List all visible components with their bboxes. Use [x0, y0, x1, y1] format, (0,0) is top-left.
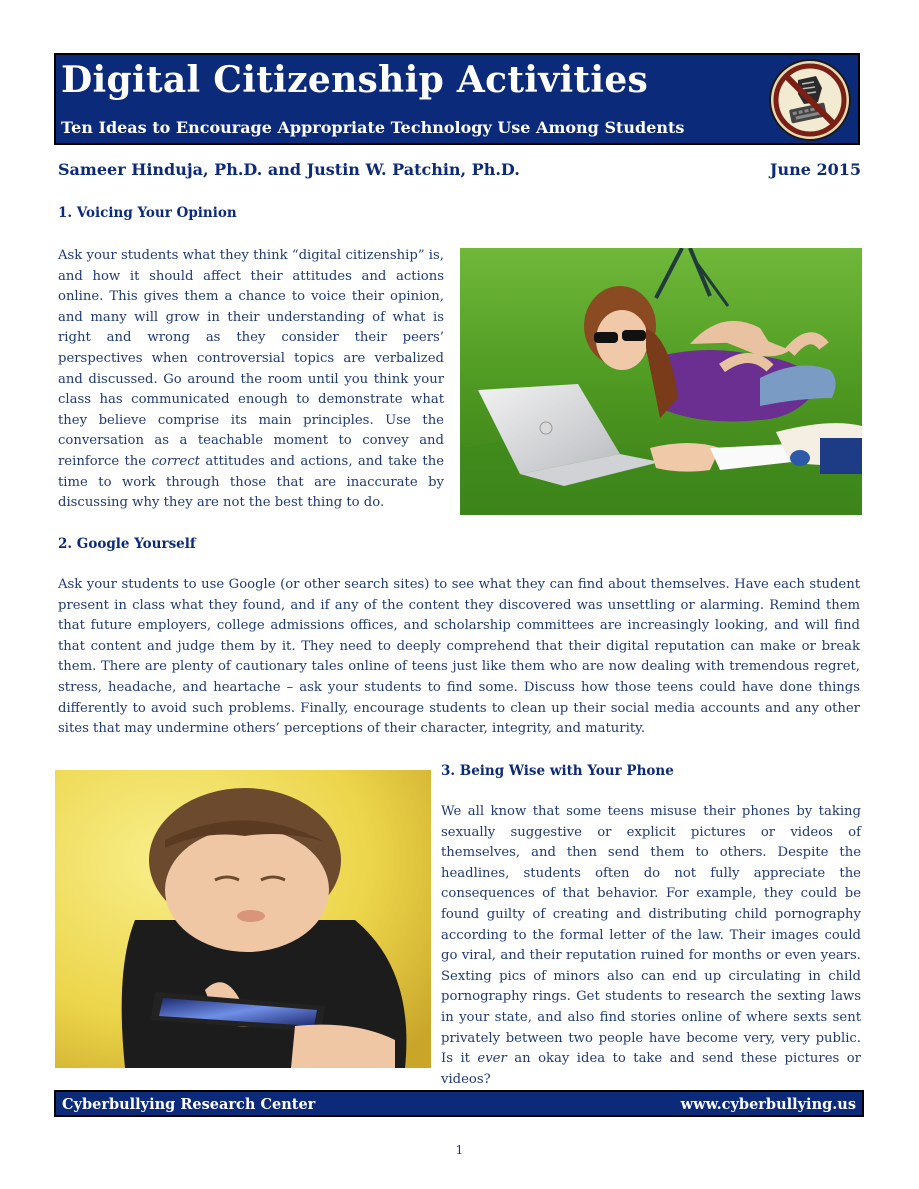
no-cyberbullying-fist-keyboard-icon [768, 58, 852, 142]
publication-date: June 2015 [769, 160, 861, 179]
baby-smartphone-photo [55, 770, 431, 1068]
page-number: 1 [455, 1143, 464, 1157]
footer-organization: Cyberbullying Research Center [62, 1096, 316, 1113]
girl-laptop-grass-photo [460, 248, 862, 515]
section-3-heading: 3. Being Wise with Your Phone [441, 763, 674, 779]
document-title: Digital Citizenship Activities [61, 59, 649, 101]
authors: Sameer Hinduja, Ph.D. and Justin W. Patchin, Ph.D. [58, 160, 520, 179]
section-2-heading: 2. Google Yourself [58, 536, 196, 552]
section-2-body: Ask your students to use Google (or other search sites) to see what they can find about themselves. Have each student present in class what they found, and if any of the content they discovered was unsettling or alarming. Remind them that future employers, college admissions offices, and scholarship committees are increasingly looking, and will find that content and judge them by it. They need to deeply comprehend that their digital reputation can make or break them. There are plenty of cautionary tales online of teens just like them who are now dealing with tremendous regret, stress, headache, and heartache – ask your students to find some. Discuss how those teens could have done things differently to avoid such problems. Finally, encourage students to clean up their social media accounts and any other sites that may undermine others’ perceptions of their character, integrity, and maturity. [58, 577, 860, 737]
footer-bar [54, 1090, 864, 1117]
section-3-body: We all know that some teens misuse their phones by taking sexually suggestive or explicit pictures or videos of themselves, and then send them to others. Despite the headlines, students often do not fully appreciate the consequences of that behavior. For example, they could be found guilty of creating and distributing child pornography according to the formal letter of the law. Their images could go viral, and their reputation ruined for months or even years. Sexting pics of minors also can end up circulating in child pornography rings. Get students to research the sexting laws in your state, and also find stories online of where sexts sent privately between two people have become very, very public. Is it ever an okay idea to take and send these pictures or videos? [441, 804, 861, 1087]
footer-website: www.cyberbullying.us [680, 1096, 856, 1113]
section-1-body: Ask your students what they think “digital citizenship” is, and how it should affect their attitudes and actions online. This gives them a chance to voice their opinion, and many will grow in their understanding of what is right and wrong as they consider their peers’ perspectives when controversial topics are verbalized and discussed. Go around the room until you think your class has communicated enough to demonstrate what they believe comprise its main principles. Use the conversation as a teachable moment to convey and reinforce the correct attitudes and actions, and take the time to work through those that are inaccurate by discussing why they are not the best thing to do. [58, 248, 444, 511]
section-1-heading: 1. Voicing Your Opinion [58, 205, 237, 221]
title-banner [54, 53, 860, 145]
document-subtitle: Ten Ideas to Encourage Appropriate Technology Use Among Students [61, 118, 685, 137]
